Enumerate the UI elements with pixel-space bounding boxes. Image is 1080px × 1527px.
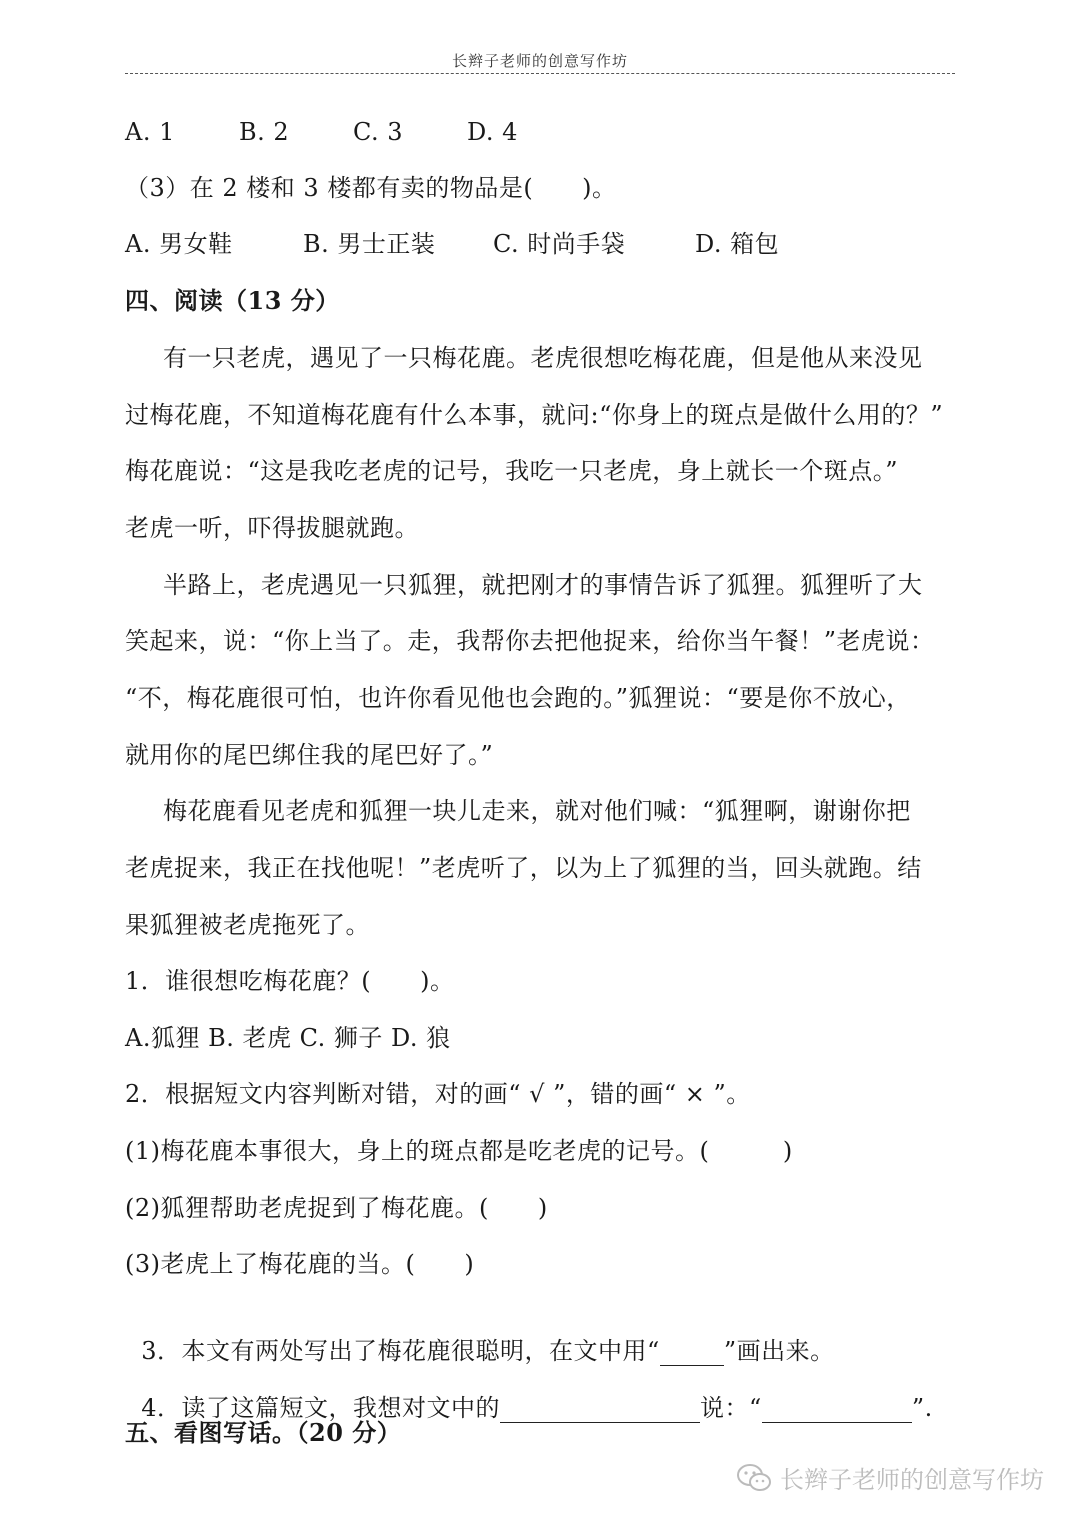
q3-option-d: D. 箱包 [695, 230, 780, 258]
option-c: C. 3 [353, 118, 404, 146]
q3-option-c: C. 时尚手袋 [493, 230, 626, 258]
prev-question-options [125, 117, 518, 147]
reading-q2-item-3: (3)老虎上了梅花鹿的当。( ) [125, 1250, 475, 1278]
passage-line: 梅花鹿看见老虎和狐狸一块儿走来，就对他们喊：“狐狸啊，谢谢你把 [163, 797, 911, 825]
answer-blank-character[interactable] [500, 1400, 700, 1423]
q3-option-b: B. 男士正装 [303, 230, 436, 258]
reading-q4-middle: 说：“ [700, 1394, 762, 1422]
passage-line: 笑起来，说：“你上当了。走，我帮你去把他捉来，给你当午餐！”老虎说： [125, 627, 935, 655]
option-b: B. 2 [239, 118, 290, 146]
passage-line: 半路上，老虎遇见一只狐狸，就把刚才的事情告诉了狐狸。狐狸听了大 [163, 571, 923, 599]
passage-line: 老虎捉来，我正在找他呢！”老虎听了，以为上了狐狸的当，回头就跑。结 [125, 854, 922, 882]
passage-line: “不，梅花鹿很可怕，也许你看见他也会跑的。”狐狸说：“要是你不放心， [125, 684, 911, 712]
question-3-options [125, 229, 779, 259]
passage-line: 梅花鹿说：“这是我吃老虎的记号，我吃一只老虎，身上就长一个斑点。” [125, 457, 899, 485]
wechat-icon [736, 1463, 772, 1493]
passage-line: 就用你的尾巴绑住我的尾巴好了。” [125, 741, 494, 769]
passage-line: 过梅花鹿，不知道梅花鹿有什么本事，就问:“你身上的斑点是做什么用的？” [125, 401, 944, 429]
reading-q1-options: A.狐狸 B. 老虎 C. 狮子 D. 狼 [125, 1024, 451, 1052]
watermark [736, 1460, 1044, 1495]
watermark-text: 长辫子老师的创意写作坊 [780, 1466, 1044, 1494]
section-4-title: 四、阅读（13 分） [125, 286, 340, 315]
passage-line: 有一只老虎，遇见了一只梅花鹿。老虎很想吃梅花鹿，但是他从来没见 [163, 344, 923, 372]
question-3-text: （3）在 2 楼和 3 楼都有卖的物品是( )。 [125, 174, 617, 202]
option-d: D. 4 [467, 118, 518, 146]
reading-q4-after: ”. [911, 1394, 933, 1422]
section-5-title: 五、看图写话。（20 分） [125, 1418, 402, 1447]
passage-line: 果狐狸被老虎拖死了。 [125, 911, 370, 939]
reading-q4-before: 4．读了这篇短文，我想对文中的 [141, 1394, 501, 1422]
reading-q3-before: 3．本文有两处写出了梅花鹿很聪明，在文中用“ [141, 1337, 660, 1365]
passage-line: 老虎一听，吓得拔腿就跑。 [125, 514, 419, 542]
reading-q2-item-2: (2)狐狸帮助老虎捉到了梅花鹿。( ) [125, 1194, 548, 1222]
answer-blank-message[interactable] [762, 1400, 912, 1423]
header-divider [125, 73, 955, 74]
reading-q3-after: ”画出来。 [723, 1337, 835, 1365]
reading-q2-item-1: (1)梅花鹿本事很大，身上的斑点都是吃老虎的记号。( ) [125, 1137, 793, 1165]
reading-q1-text: 1．谁很想吃梅花鹿？( )。 [125, 967, 455, 995]
reading-q2-text: 2．根据短文内容判断对错，对的画“ √ ”，错的画“ × ”。 [125, 1080, 751, 1108]
page-header: 长辫子老师的创意写作坊 [451, 52, 628, 70]
option-a: A. 1 [125, 118, 175, 146]
reading-q3 [125, 1306, 835, 1366]
q3-option-a: A. 男女鞋 [125, 230, 233, 258]
reading-q4 [125, 1363, 933, 1423]
